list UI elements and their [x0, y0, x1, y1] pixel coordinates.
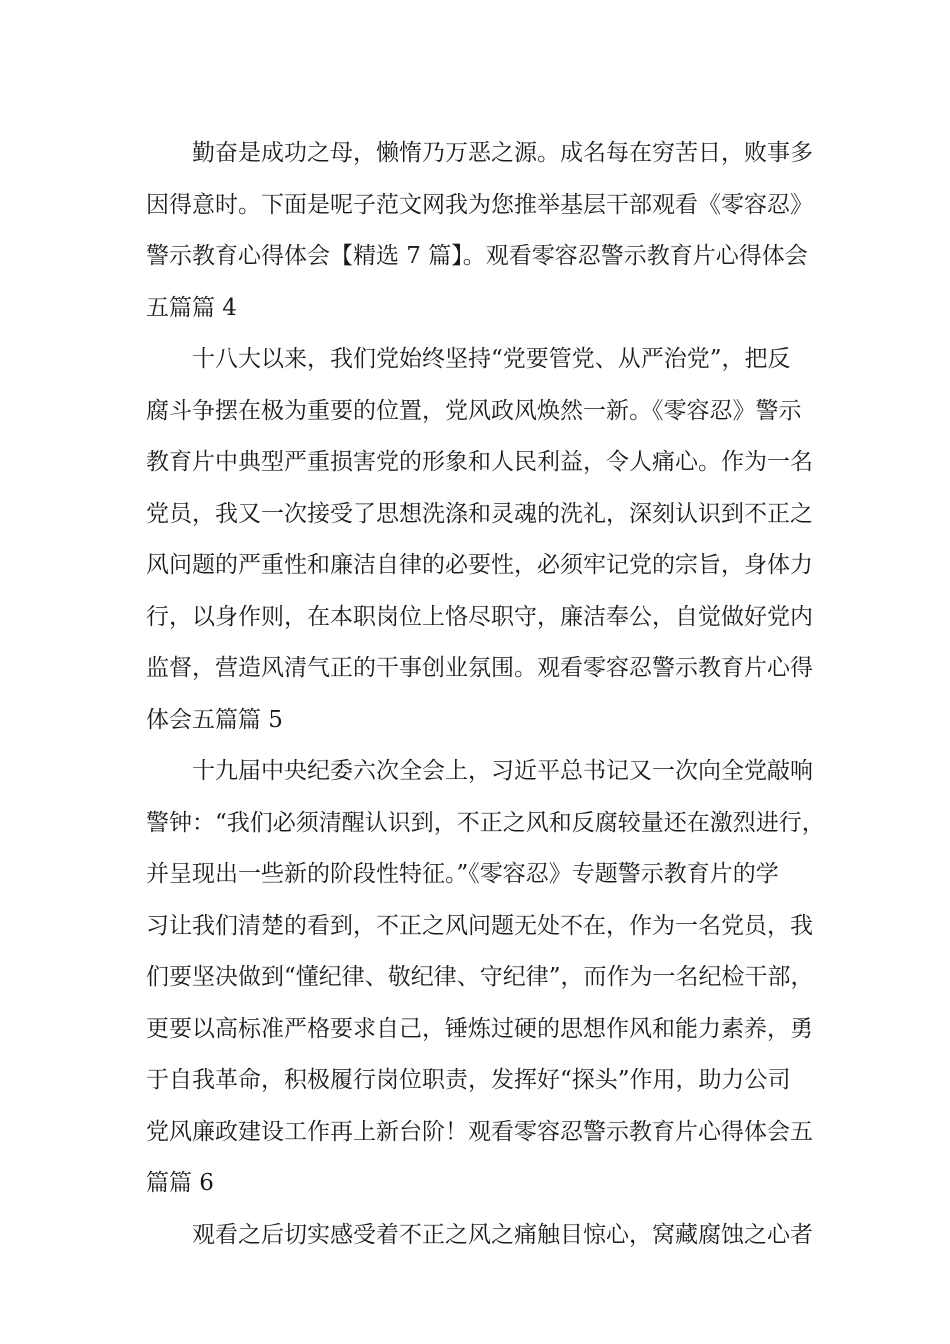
text-line: 更要以高标准严格要求自己，锤炼过硬的思想作风和能力素养，勇 — [146, 1015, 813, 1042]
text-line: 十九届中央纪委六次全会上，习近平总书记又一次向全党敲响 — [192, 758, 813, 784]
text-line: 警钟：“我们必须清醒认识到，不正之风和反腐较量还在激烈进行， — [146, 809, 825, 836]
text-line: 体会五篇篇 5 — [146, 706, 283, 733]
text-line: 党员，我又一次接受了思想洗涤和灵魂的洗礼，深刻认识到不正之 — [146, 500, 813, 527]
paragraph-article-4 — [146, 334, 836, 746]
text-line: 监督，营造风清气正的干事创业氛围。观看零容忍警示教育片心得 — [146, 655, 813, 681]
text-line: 风问题的严重性和廉洁自律的必要性，必须牢记党的宗旨，身体力 — [146, 552, 813, 578]
text-line: 教育片中典型严重损害党的形象和人民利益，令人痛心。作为一名 — [146, 449, 813, 475]
document-body — [146, 128, 836, 1261]
paragraph-article-5 — [146, 746, 836, 1210]
text-line: 并呈现出一些新的阶段性特征。”《零容忍》专题警示教育片的学 — [146, 861, 779, 887]
text-line: 们要坚决做到“懂纪律、敬纪律、守纪律”，而作为一名纪检干部， — [146, 964, 814, 990]
text-line: 党风廉政建设工作再上新台阶！观看零容忍警示教育片心得体会五 — [146, 1118, 813, 1145]
text-line: 观看之后切实感受着不正之风之痛触目惊心，窝藏腐蚀之心者 — [192, 1221, 813, 1248]
text-line: 篇篇 6 — [146, 1170, 214, 1196]
text-line: 于自我革命，积极履行岗位职责，发挥好“探头”作用，助力公司 — [146, 1067, 791, 1093]
text-line: 腐斗争摆在极为重要的位置，党风政风焕然一新。《零容忍》警示 — [146, 397, 802, 424]
text-line: 十八大以来，我们党始终坚持“党要管党、从严治党”，把反 — [192, 346, 791, 372]
text-line: 习让我们清楚的看到，不正之风问题无处不在，作为一名党员，我 — [146, 912, 813, 939]
paragraph-intro — [146, 128, 836, 334]
text-line: 警示教育心得体会【精选 7 篇】。观看零容忍警示教育片心得体会 — [146, 243, 808, 269]
text-line: 勤奋是成功之母，懒惰乃万恶之源。成名每在穷苦日，败事多 — [192, 140, 813, 166]
text-line: 行，以身作则，在本职岗位上恪尽职守，廉洁奉公，自觉做好党内 — [146, 603, 813, 630]
text-line: 因得意时。下面是呢子范文网我为您推举基层干部观看《零容忍》 — [146, 191, 813, 218]
paragraph-article-6 — [146, 1210, 836, 1262]
text-line: 五篇篇 4 — [146, 294, 237, 321]
